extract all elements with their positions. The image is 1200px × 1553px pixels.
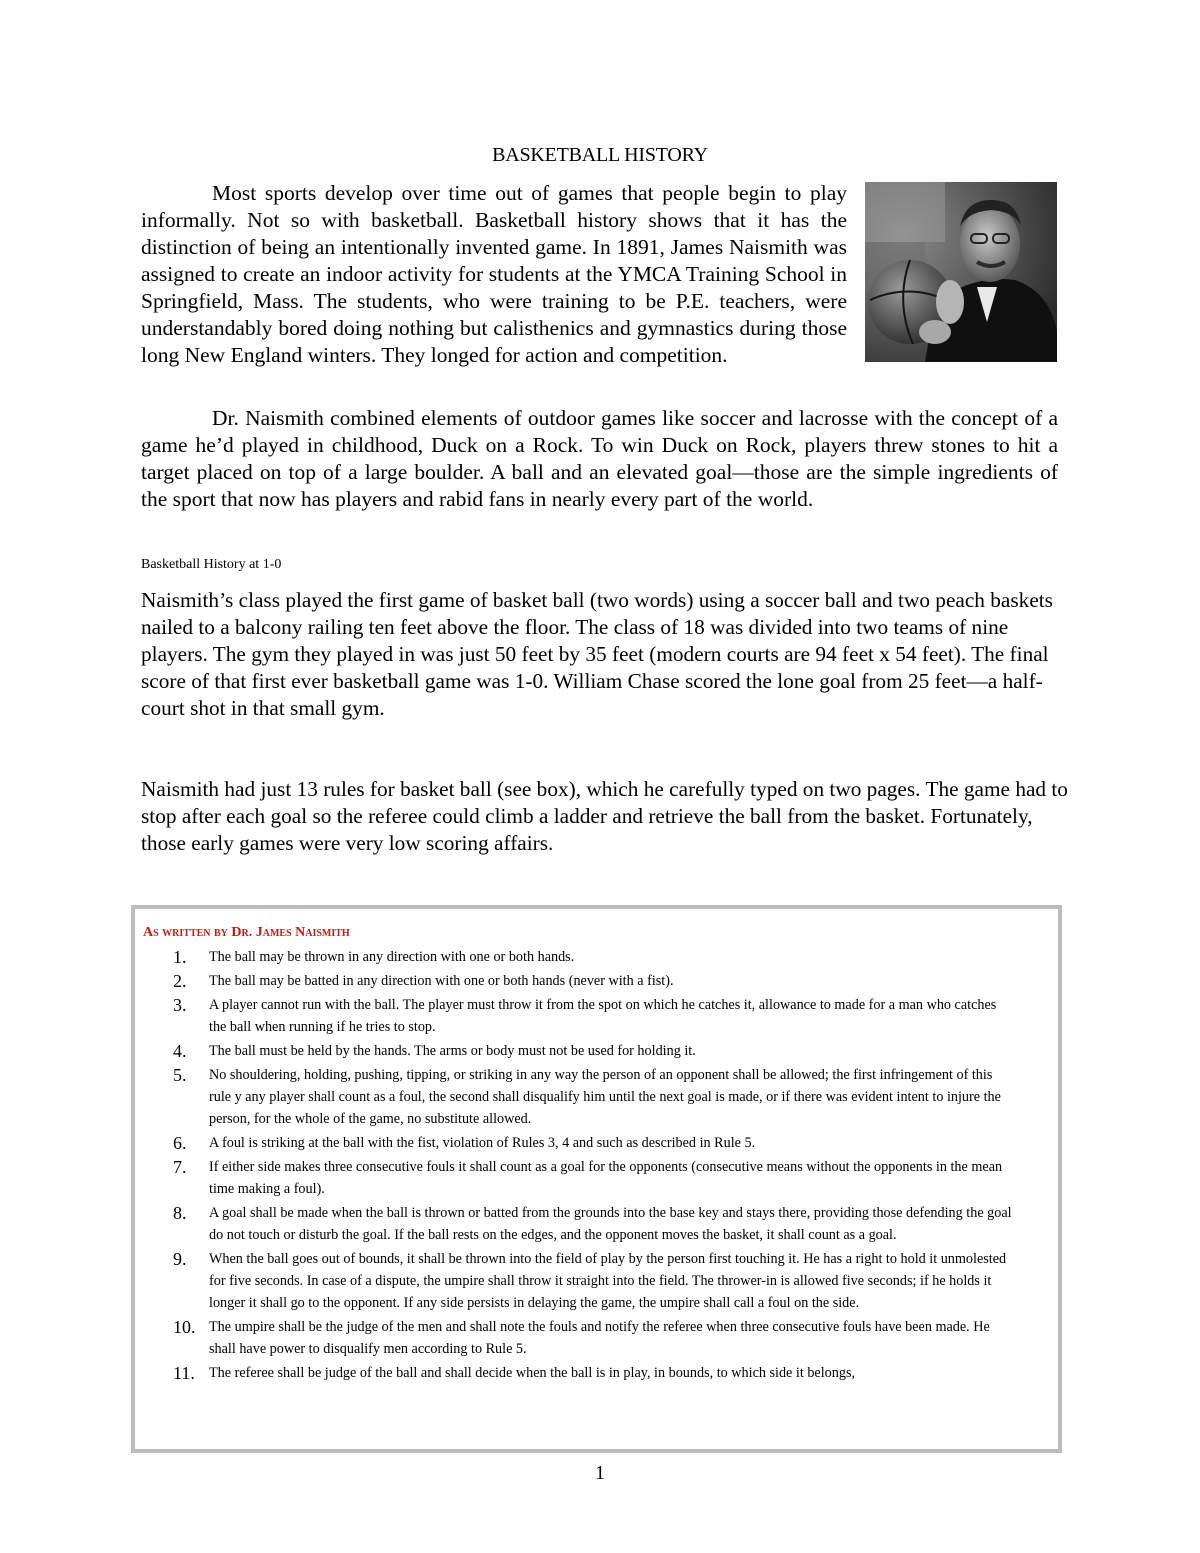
rule-text: The ball may be thrown in any direction with one or both hands. (209, 949, 575, 965)
rule-number: 9. (173, 1249, 187, 1269)
rule-text: The referee shall be judge of the ball and shall decide when the ball is in play, in bounds, to which side it belongs, (209, 1365, 856, 1381)
rule-number: 4. (173, 1041, 187, 1061)
rules-intro-paragraph: Naismith had just 13 rules for basket ball (see box), which he carefully typed on two pages. The game had to stop after each goal so the referee could climb a ladder and retrieve the ball from the basket. Fortunately, those early games were very low scoring affairs. (141, 777, 1068, 855)
rule-text: The ball may be batted in any direction with one or both hands (never with a fist). (209, 973, 674, 989)
rule-number: 2. (173, 971, 187, 991)
rule-text: A foul is striking at the ball with the fist, violation of Rules 3, 4 and such as described in Rule 5. (209, 1135, 756, 1151)
rule-item (135, 946, 1058, 968)
portrait-image (865, 182, 1057, 362)
rule-item (135, 1248, 1058, 1314)
rule-item (135, 1156, 1058, 1200)
rule-text: A goal shall be made when the ball is thrown or batted from the grounds into the base key and stays there, providing those defending the goal do not touch or disturb the goal. If the ball rests on the edges, and the opponent moves the basket, it shall count as a goal. (209, 1205, 1012, 1243)
rule-text: No shouldering, holding, pushing, tipping, or striking in any way the person of an opponent shall be allowed; the first infringement of this rule y any player shall count as a foul, the second shall disqualify him until the next goal is made, or if there was evident intent to injure the person, for the whole of the game, no substitute allowed. (209, 1067, 1001, 1127)
rules-list (135, 946, 1058, 1386)
rule-item (135, 970, 1058, 992)
rule-text: The umpire shall be the judge of the men and shall note the fouls and notify the referee when three consecutive fouls have been made. He shall have power to disqualify men according to Rule 5. (209, 1319, 990, 1357)
page-number: 1 (595, 1462, 605, 1484)
rule-item (135, 1316, 1058, 1360)
rule-item (135, 1064, 1058, 1130)
naismith-photo (865, 182, 1057, 362)
page-title: BASKETBALL HISTORY (492, 144, 708, 166)
rule-number: 5. (173, 1065, 187, 1085)
rule-text: When the ball goes out of bounds, it shall be thrown into the field of play by the person first touching it. He has a right to hold it unmolested for five seconds. In case of a dispute, the umpire shall throw it straight into the field. The thrower-in is allowed five seconds; if he holds it longer it shall go to the opponent. If any side persists in delaying the game, the umpire shall call a foul on the side. (209, 1251, 1007, 1311)
rule-item (135, 1362, 1058, 1384)
invention-paragraph: Dr. Naismith combined elements of outdoor games like soccer and lacrosse with the concept of a game he’d played in childhood, Duck on a Rock. To win Duck on Rock, players threw stones to hit a target placed on top of a large boulder. A ball and an elevated goal—those are the simple ingredients of the sport that now has players and rabid fans in nearly every part of the world. (141, 406, 1058, 511)
rule-number: 7. (173, 1157, 187, 1177)
rule-text: The ball must be held by the hands. The arms or body must not be used for holding it. (209, 1043, 696, 1059)
rules-box (131, 905, 1062, 1453)
section-subheading: Basketball History at 1-0 (141, 557, 282, 572)
rule-item (135, 1202, 1058, 1246)
rule-item (135, 1132, 1058, 1154)
rule-number: 1. (173, 947, 187, 967)
first-game-paragraph: Naismith’s class played the first game of basket ball (two words) using a soccer ball and two peach baskets nailed to a balcony railing ten feet above the floor. The class of 18 was divided into two teams of nine players. The gym they played in was just 50 feet by 35 feet (modern courts are 94 feet x 54 feet). The final score of that first ever basketball game was 1-0. William Chase scored the lone goal from 25 feet—a half-court shot in that small gym. (141, 588, 1053, 720)
rule-number: 8. (173, 1203, 187, 1223)
rule-number: 11. (173, 1363, 195, 1383)
rule-text: If either side makes three consecutive fouls it shall count as a goal for the opponents (consecutive means without the opponents in the mean time making a foul). (209, 1159, 1003, 1197)
rule-number: 6. (173, 1133, 187, 1153)
rule-item (135, 994, 1058, 1038)
rule-text: A player cannot run with the ball. The player must throw it from the spot on which he catches it, allowance to made for a man who catches the ball when running if he tries to stop. (209, 997, 997, 1035)
rule-number: 3. (173, 995, 187, 1015)
rule-number: 10. (173, 1317, 196, 1337)
rules-heading: As written by Dr. James Naismith (143, 925, 350, 940)
intro-paragraph: Most sports develop over time out of games that people begin to play informally. Not so with basketball. Basketball history shows that it has the distinction of being an intentionally invented game. In 1891, James Naismith was assigned to create an indoor activity for students at the YMCA Training School in Springfield, Mass. The students, who were training to be P.E. teachers, were understandably bored doing nothing but calisthenics and gymnastics during those long New England winters. They longed for action and competition. (141, 181, 847, 367)
rule-item (135, 1040, 1058, 1062)
